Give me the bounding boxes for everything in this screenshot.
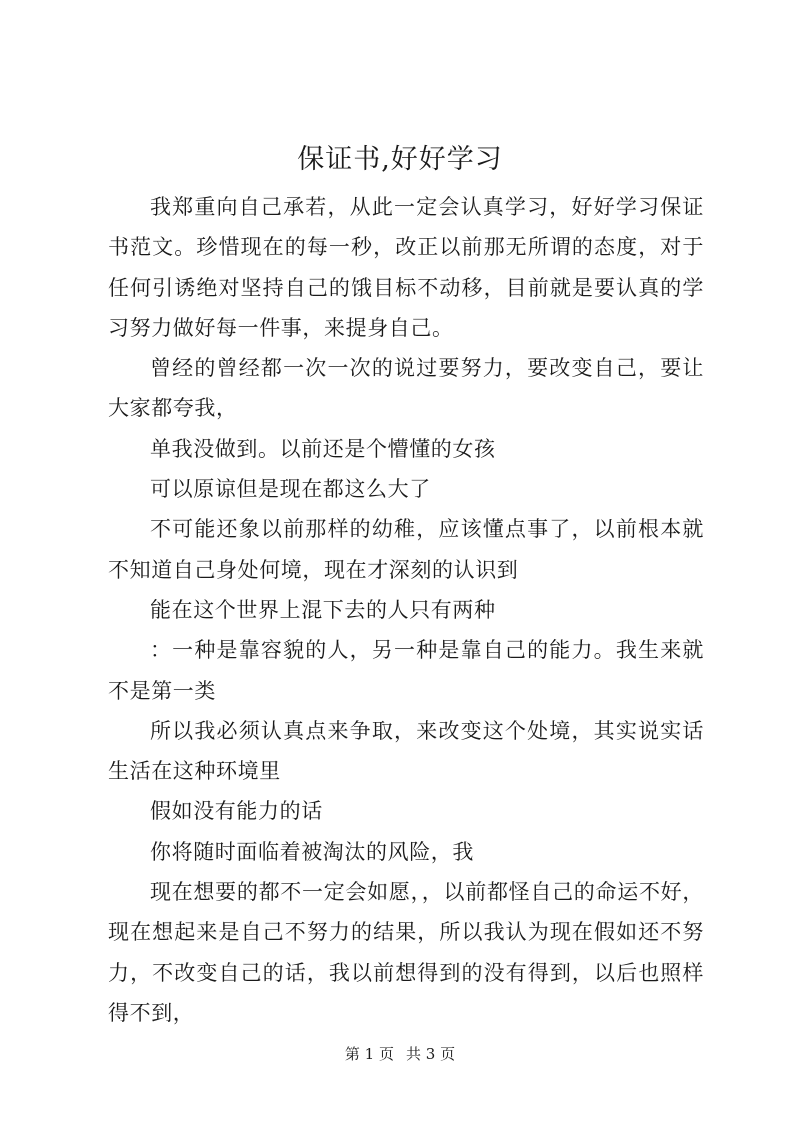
paragraph: 现在想要的都不一定会如愿，，以前都怪自己的命运不好，现在想起来是自己不努力的结果，所以我认为现在假如还不努力，不改变自己的话，我以前想得到的没有得到，以后也照样得不到， bbox=[108, 880, 704, 1025]
paragraph: 单我没做到。以前还是个懵懂的女孩 bbox=[150, 436, 496, 461]
paragraph: 曾经的曾经都一次一次的说过要努力，要改变自己，要让大家都夸我， bbox=[108, 356, 704, 421]
page-footer bbox=[0, 1044, 800, 1064]
page-total: 共 3 页 bbox=[406, 1045, 456, 1063]
paragraph: 我郑重向自己承若，从此一定会认真学习，好好学习保证书范文。珍惜现在的每一秒，改正以前那无所谓的态度，对于任何引诱绝对坚持自己的饿目标不动移，目前就是要认真的学习努力做好每一件事，来提身自己。 bbox=[108, 195, 704, 340]
paragraph: 能在这个世界上混下去的人只有两种 bbox=[150, 597, 496, 622]
paragraph: 假如没有能力的话 bbox=[150, 799, 323, 824]
paragraph: ：一种是靠容貌的人，另一种是靠自己的能力。我生来就不是第一类 bbox=[108, 638, 704, 703]
paragraph: 你将随时面临着被淘汰的风险，我 bbox=[150, 839, 474, 864]
page-number: 第 1 页 bbox=[344, 1045, 394, 1063]
paragraph: 可以原谅但是现在都这么大了 bbox=[150, 477, 431, 502]
paragraph: 不可能还象以前那样的幼稚，应该懂点事了，以前根本就不知道自己身处何境，现在才深刻的认识到 bbox=[108, 517, 704, 582]
paragraph: 所以我必须认真点来争取，来改变这个处境，其实说实话生活在这种环境里 bbox=[108, 718, 704, 784]
document-title: 保证书,好好学习 bbox=[297, 144, 503, 175]
document-body bbox=[108, 187, 704, 1033]
